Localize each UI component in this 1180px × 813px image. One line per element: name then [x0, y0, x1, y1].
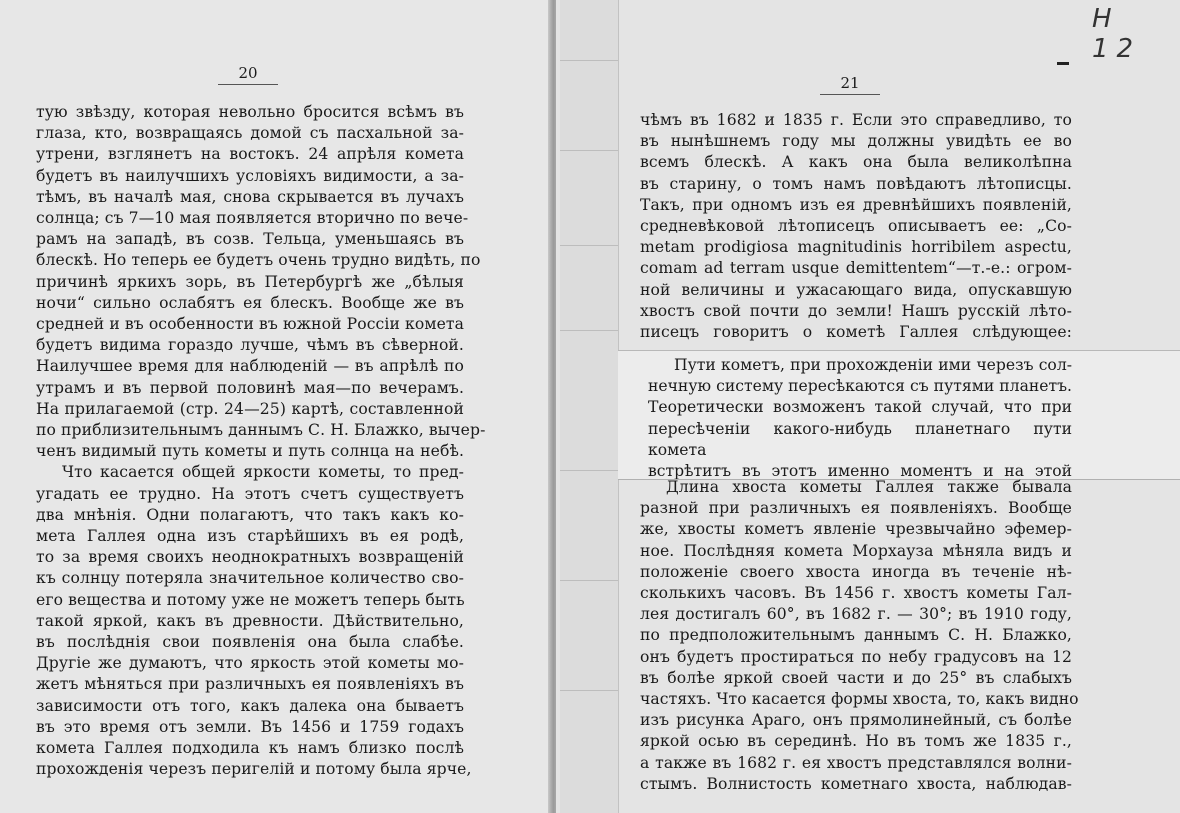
tape-seam [560, 150, 618, 151]
text-line: въ послѣднiя свои появленiя она была слабѣе. [36, 633, 464, 652]
tape-seam [560, 330, 618, 331]
text-line: то за время своихъ неоднократныхъ возвращенiй [36, 548, 464, 567]
text-line: а также въ 1682 г. ея хвостъ представлялся волни- [640, 753, 1072, 772]
text-line: онъ будетъ простираться по небу градусовъ на 12 [640, 647, 1072, 666]
text-line: два мнѣнiя. Одни полагаютъ, что такъ какъ ко- [36, 505, 464, 524]
text-line: жетъ мѣняться при различныхъ ея появленiяхъ въ [36, 675, 464, 694]
text-line: въ старину, о томъ намъ повѣдаютъ лѣтописцы. [640, 174, 1072, 193]
right-page-number [820, 74, 880, 95]
text-line: такой яркой, какъ въ древности. Дѣйствительно, [36, 611, 464, 630]
text-line: лея достигалъ 60°, въ 1682 г. — 30°; въ 1910 году, [640, 605, 1072, 624]
text-line: Что касается общей яркости кометы, то пред- [62, 463, 464, 482]
tape-seam [560, 245, 618, 246]
text-line: Пути кометъ, при прохожденiи ими черезъ сол- [674, 356, 1072, 374]
text-line: ное. Послѣдняя комета Морхауза мѣняла видъ и [640, 541, 1072, 560]
text-line: причинѣ яркихъ зорь, въ Петербургѣ же „бѣлыя [36, 272, 464, 291]
right-page-bottom-text [640, 477, 1079, 795]
text-line: рамъ на западѣ, въ созв. Тельца, уменьшаясь въ [36, 230, 464, 249]
tape-seam [560, 690, 618, 691]
text-line: утрени, взглянетъ на востокъ. 24 апрѣля комета [36, 145, 464, 164]
text-line: писецъ говоритъ о кометѣ Галлея слѣдующее: [640, 323, 1072, 342]
text-line: блескѣ. Но теперь ее будетъ очень трудно видѣть, по [36, 251, 481, 270]
text-line: разной при различныхъ ея появленiяхъ. Вообще [640, 499, 1072, 518]
left-page-text [36, 102, 486, 781]
right-page-top-text [640, 110, 1072, 343]
text-line: сколькихъ часовъ. Въ 1456 г. хвостъ кометы Гал- [640, 584, 1072, 603]
text-line: metam prodigiosa magnitudinis horribilem aspectu, [640, 238, 1072, 257]
text-line: тую звѣзду, которая невольно бросится всѣмъ въ [36, 103, 464, 121]
text-line: На прилагаемой (стр. 24—25) картѣ, составленной [36, 399, 464, 418]
text-line: Длина хвоста кометы Галлея также бывала [666, 478, 1072, 496]
text-line: глаза, кто, возвращаясь домой съ пасхальной за- [36, 124, 464, 143]
text-line: Наилучшее время для наблюденiй — въ апрѣлѣ по [36, 357, 464, 376]
text-line: будетъ видима гораздо лучше, чѣмъ въ сѣверной. [36, 336, 464, 355]
text-line: же, хвосты кометъ явленiе чрезвычайно эфемер- [640, 520, 1072, 539]
text-line: по предположительнымъ даннымъ С. Н. Блажко, [640, 626, 1072, 645]
text-line: Такъ, при одномъ изъ ея древнѣйшихъ появленiй, [640, 195, 1072, 214]
text-line: Другiе же думаютъ, что яркость этой кометы мо- [36, 654, 464, 673]
text-line: угадать ее трудно. На этотъ счетъ существуетъ [36, 484, 464, 503]
text-line: въ это время отъ земли. Въ 1456 и 1759 годахъ [36, 717, 464, 736]
text-line: будетъ въ наилучшихъ условiяхъ видимости, а за- [36, 166, 464, 185]
text-line: нечную систему пересѣкаются съ путями планетъ. [648, 377, 1072, 396]
text-line: ночи“ сильно ослабятъ ея блескъ. Вообще же въ [36, 293, 464, 312]
text-line: прохожденiя черезъ перигелiй и потому была ярче, [36, 760, 472, 779]
text-line: его вещества и потому уже не можетъ теперь быть [36, 590, 465, 609]
text-line: Теоретически возможенъ такой случай, что при [648, 398, 1072, 417]
text-line: къ солнцу потеряла значительное количество сво- [36, 569, 464, 588]
text-line: утрамъ и въ первой половинѣ мая—по вечерамъ. [36, 378, 464, 397]
text-line: изъ рисунка Араго, онъ прямолинейный, съ болѣе [640, 711, 1072, 730]
text-line: зависимости отъ того, какъ далека она бываетъ [36, 696, 464, 715]
text-line: пересѣченiи какого-нибудь планетнаго пути комета [648, 419, 1072, 459]
left-page-number-text: 20 [238, 64, 258, 82]
text-line: положенiе своего хвоста иногда въ теченiе нѣ- [640, 562, 1072, 581]
text-line: чѣмъ въ 1682 и 1835 г. Если это справедливо, то [640, 111, 1072, 129]
text-line: въ болѣе яркой своей части и до 25° въ слабыхъ [640, 668, 1072, 687]
repair-tape-strip [560, 0, 619, 813]
text-line: по приблизительнымъ даннымъ С. Н. Блажко, вычер- [36, 421, 486, 440]
text-line: хвостъ свой почти до земли! Нашъ русскiй лѣто- [640, 301, 1072, 320]
text-line: частяхъ. Что касается формы хвоста, то, какъ видно [640, 690, 1079, 709]
pasted-insert-slip [618, 350, 1180, 480]
text-line: мета Галлея одна изъ старѣйшихъ въ ея родѣ, [36, 527, 464, 546]
text-line: тѣмъ, въ началѣ мая, снова скрывается въ лучахъ [36, 187, 464, 206]
left-page-number [218, 64, 278, 85]
right-page-number-text: 21 [840, 74, 860, 92]
page-number-rule [218, 84, 278, 85]
text-line: стымъ. Волнистость кометнаго хвоста, наблюдав- [640, 774, 1072, 793]
text-line: въ нынѣшнемъ году мы должны увидѣть ее во [640, 132, 1072, 151]
page-number-rule [820, 94, 880, 95]
text-line: комета Галлея подходила къ намъ близко послѣ [36, 739, 464, 758]
corner-annotation: Н 12 [1092, 4, 1142, 64]
text-line: comam ad terram usque demittentem“—т.-е.: огром- [640, 259, 1072, 278]
ink-mark [1057, 62, 1069, 65]
text-line: встрѣтитъ въ этотъ именно моментъ и на этой [648, 462, 1072, 480]
text-line: средневѣковой лѣтописецъ описываетъ ее: „Co- [640, 217, 1072, 236]
text-line: всемъ блескѣ. А какъ она была великолѣпна [640, 153, 1072, 172]
tape-seam [560, 580, 618, 581]
tape-seam [560, 470, 618, 471]
text-line: ченъ видимый путь кометы и путь солнца на небѣ. [36, 442, 464, 461]
text-line: средней и въ особенности въ южной Россiи комета [36, 315, 465, 334]
text-line: яркой осью въ серединѣ. Но въ томъ же 1835 г., [640, 732, 1072, 751]
left-page [0, 0, 552, 813]
text-line: ной величины и ужасающаго вида, опускавшую [640, 280, 1072, 299]
text-line: солнца; съ 7—10 мая появляется вторично по вече- [36, 209, 469, 228]
insert-text [648, 355, 1072, 480]
tape-seam [560, 60, 618, 61]
